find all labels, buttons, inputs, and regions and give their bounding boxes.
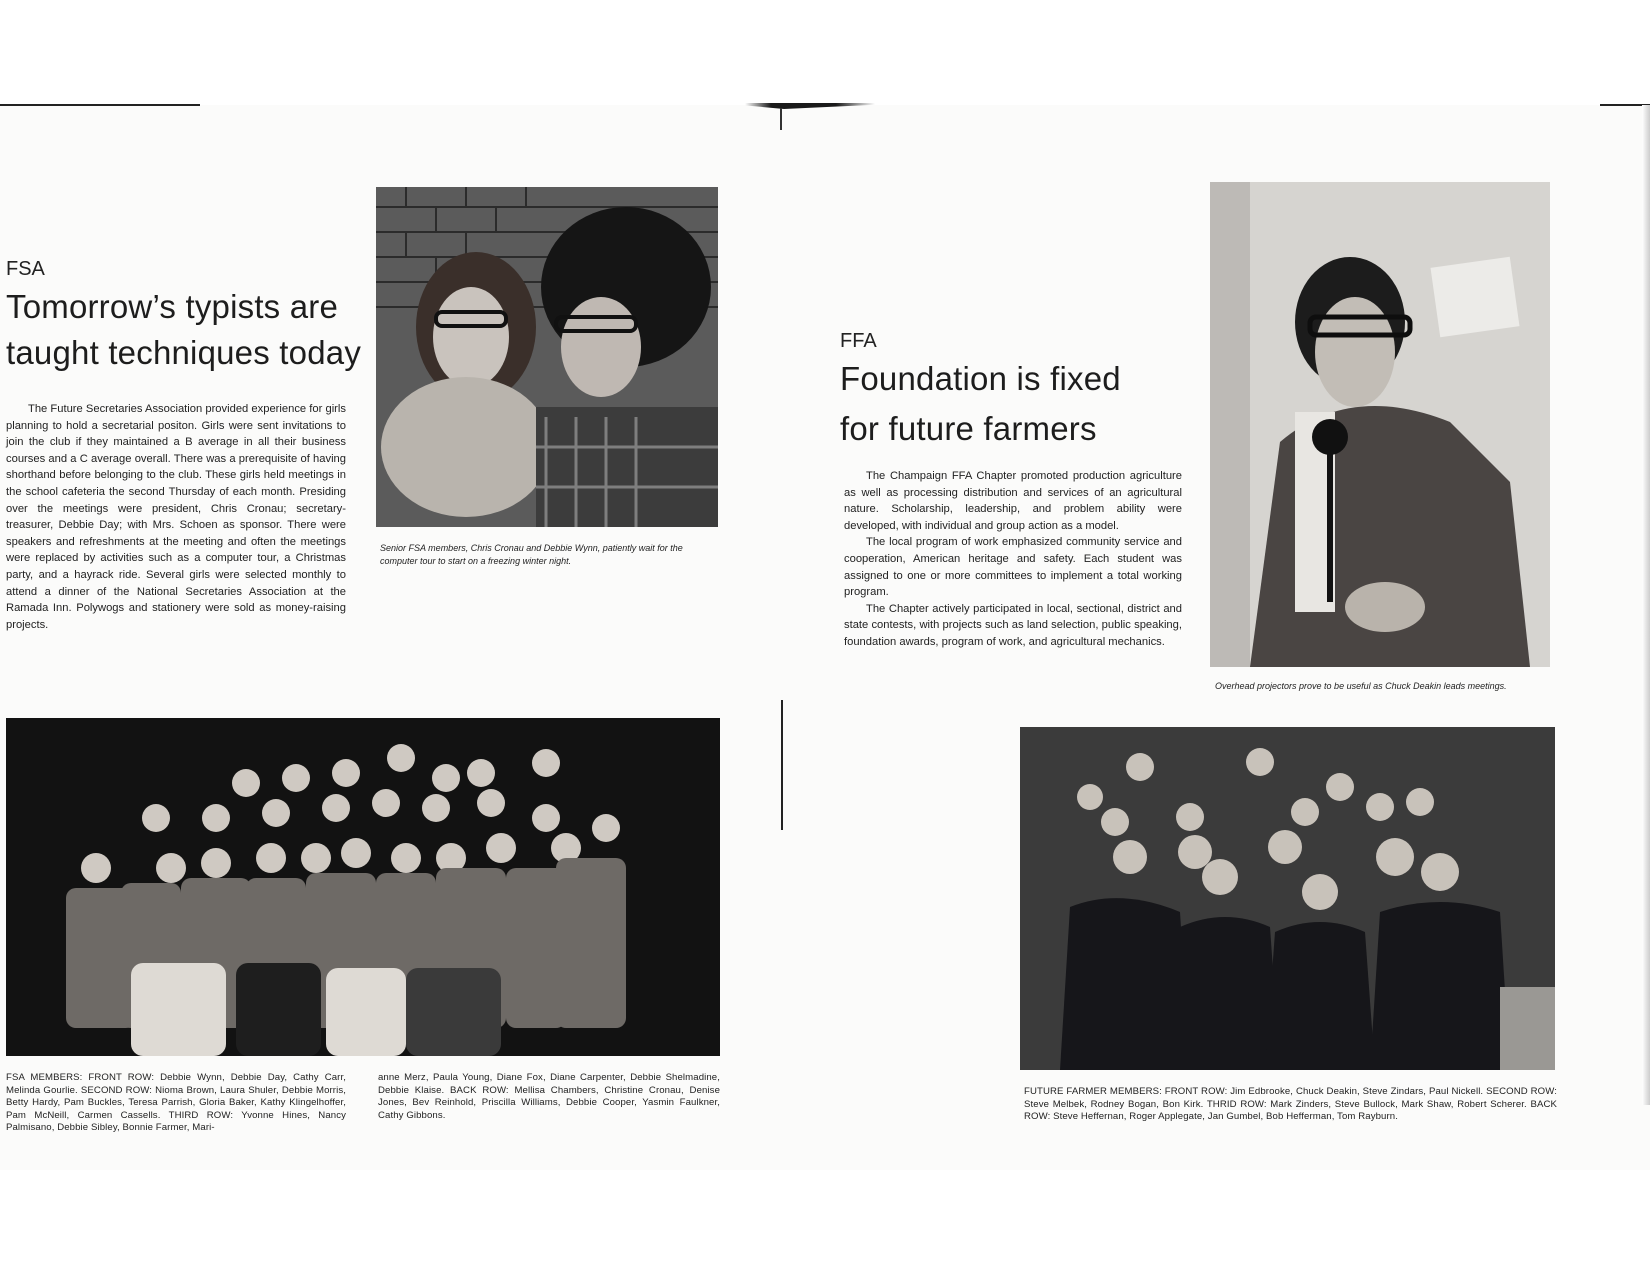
paragraph: The Chapter actively participated in local, sectional, district and state contests, with projects such as land selection, public speaking, foundation awards, program of work, and agricultural mechanics. bbox=[844, 602, 1182, 648]
gutter-tick bbox=[780, 108, 782, 130]
paragraph: The Future Secretaries Association provided experience for girls planning to hold a secretarial positon. Girls were sent invitations to join the club if they maintained a B average in all their business courses and a C average overall. There was a prerequisite of having shorthand before belonging to the club. These girls held meetings in the school cafeteria the second Thursday of each month. Presiding over the meetings were president, Chris Cronau; secretary-treasurer, Debbie Day; with Mrs. Schoen as sponsor. There were speakers and refreshments at the meeting and often the meetings were replaced by activities such as a computer tour, a Christmas party, and a hayrack ride. Several girls were selected monthly to attend a dinner of the National Secretaries Association at the Ramada Inn. Polywogs and stationery were sold as money-raising projects. bbox=[6, 403, 346, 631]
headline-line-2: taught techniques today bbox=[6, 334, 362, 371]
body-text-ffa bbox=[844, 468, 1182, 651]
page-edge-shadow bbox=[1642, 105, 1650, 1105]
photo-ffa-projector bbox=[1210, 182, 1550, 667]
photo-ffa-group bbox=[1020, 727, 1555, 1070]
section-label-fsa: FSA bbox=[6, 258, 45, 280]
section-label-ffa: FFA bbox=[840, 330, 877, 352]
members-caption-ffa: FUTURE FARMER MEMBERS: FRONT ROW: Jim Edbrooke, Chuck Deakin, Steve Zindars, Paul Nickell. SECOND ROW: Steve Melbek, Rodney Bogan, Bon Kirk. THRID ROW: Mark Zinders, Steve Bullock, Mark Shaw, Robert Scherer. BACK ROW: Steve Heffernan, Roger Applegate, Jan Gumbel, Bob Hefferman, Tom Rayburn. bbox=[1024, 1086, 1557, 1122]
photo-fsa-group bbox=[6, 718, 720, 1056]
headline-line-1: Foundation is fixed bbox=[840, 360, 1121, 397]
photo-caption-fsa: Senior FSA members, Chris Cronau and Debbie Wynn, patiently wait for the computer tour to start on a freezing winter night. bbox=[380, 543, 683, 566]
gutter-line bbox=[781, 700, 783, 830]
headline-fsa bbox=[6, 284, 376, 376]
paragraph: The Champaign FFA Chapter promoted production agriculture as well as processing distribution and services of an agricultural nature. Scholarship, leadership, and problem ability were developed, with individual and group action as a model. bbox=[844, 470, 1182, 532]
members-caption-fsa-col2: anne Merz, Paula Young, Diane Fox, Diane Carpenter, Debbie Shelmadine, Debbie Klaise. BACK ROW: Mellisa Chambers, Christine Cronau, Denise Jones, Bev Reinhold, Priscilla Williams, Debbie Cooper, Yasmin Faulkner, Cathy Gibbons. bbox=[378, 1072, 720, 1121]
photo-fsa-seniors bbox=[376, 187, 718, 527]
headline-ffa bbox=[840, 354, 1220, 454]
headline-line-2: for future farmers bbox=[840, 410, 1097, 447]
photo-caption-ffa: Overhead projectors prove to be useful as Chuck Deakin leads meetings. bbox=[1215, 681, 1507, 691]
headline-line-1: Tomorrow’s typists are bbox=[6, 288, 339, 325]
page-edge-line bbox=[0, 104, 200, 106]
members-caption-fsa-col1: FSA MEMBERS: FRONT ROW: Debbie Wynn, Debbie Day, Cathy Carr, Melinda Gourlie. SECOND ROW: Nioma Brown, Laura Shuler, Debbie Morris, Betty Hardy, Pam Buckles, Teresa Parrish, Gloria Baker, Kathy Klingelhoffer, Pam McNeill, Carmen Cassells. THIRD ROW: Yvonne Hines, Nancy Palmisano, Debbie Sibley, Bonnie Farmer, Mari- bbox=[6, 1072, 346, 1133]
paragraph: The local program of work emphasized community service and cooperation, American heritage and safety. Each student was assigned to one or more committees to implement a total working program. bbox=[844, 536, 1182, 599]
body-text-fsa bbox=[6, 401, 346, 633]
